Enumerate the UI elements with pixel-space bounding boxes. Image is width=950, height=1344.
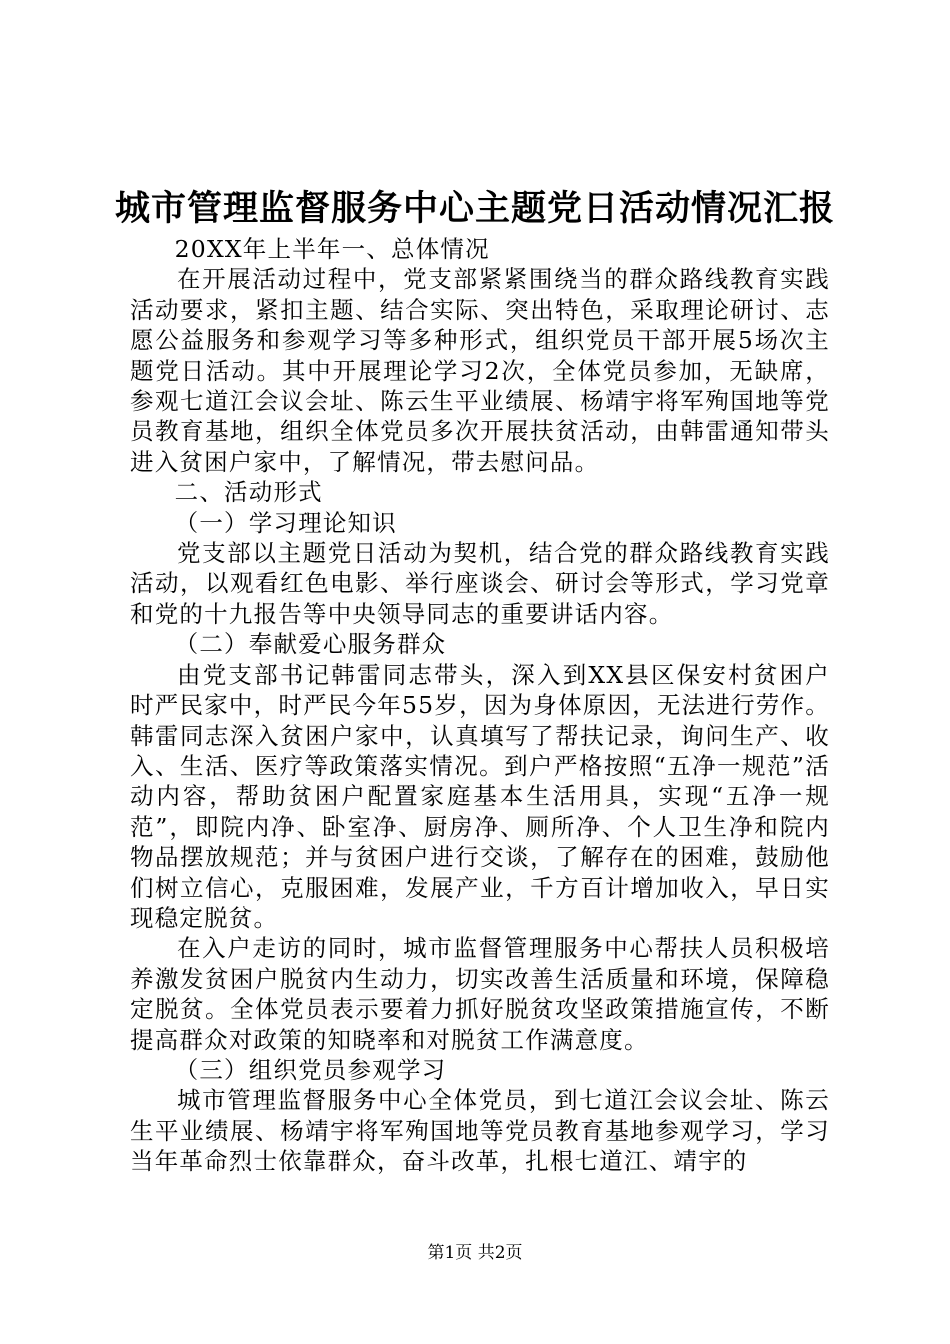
subheading-study-theory: （一）学习理论知识 [174, 508, 397, 537]
paragraph-household-visits: 在入户走访的同时，城市监督管理服务中心帮扶人员积极培养激发贫困户脱贫内生动力，切实改善生活质量和环境，保障稳定脱贫。全体党员表示要着力抓好脱贫攻坚政策措施宣传，不断提高群众对政策的知晓率和对脱贫工作满意度。 [130, 934, 830, 1054]
subheading-serve-masses: （二）奉献爱心服务群众 [174, 630, 447, 659]
paragraph-organize-visits: 城市管理监督服务中心全体党员，到七道江会议会址、陈云生平业绩展、杨靖宇将军殉国地等党员教育基地参观学习，学习当年革命烈士依靠群众，奋斗改革，扎根七道江、靖宇的 [130, 1086, 830, 1176]
paragraph-overview: 在开展活动过程中，党支部紧紧围绕当的群众路线教育实践活动要求，紧扣主题、结合实际、突出特色，采取理论研讨、志愿公益服务和参观学习等多种形式，组织党员干部开展5场次主题党日活动。其中开展理论学习2次，全体党员参加，无缺席，参观七道江会议会址、陈云生平业绩展、杨靖宇将军殉国地等党员教育基地，组织全体党员多次开展扶贫活动，由韩雷通知带头进入贫困户家中，了解情况，带去慰问品。 [130, 265, 830, 476]
subheading-organize-visits: （三）组织党员参观学习 [174, 1055, 447, 1084]
document-title: 城市管理监督服务中心主题党日活动情况汇报 [114, 188, 835, 229]
paragraph-study-theory: 党支部以主题党日活动为契机，结合党的群众路线教育实践活动，以观看红色电影、举行座谈会、研讨会等形式，学习党章和党的十九报告等中央领导同志的重要讲话内容。 [130, 539, 830, 628]
page-footer: 第1页 共2页 [427, 1243, 523, 1263]
paragraph-serve-masses: 由党支部书记韩雷同志带头，深入到XX县区保安村贫困户时严民家中，时严民今年55岁，因为身体原因，无法进行劳作。韩雷同志深入贫困户家中，认真填写了帮扶记录，询问生产、收入、生活、医疗等政策落实情况。到户严格按照“五净一规范”活动内容，帮助贫困户配置家庭基本生活用具，实现“五净一规范”，即院内净、卧室净、厨房净、厕所净、个人卫生净和院内物品摆放规范；并与贫困户进行交谈，了解存在的困难，鼓励他们树立信心，克服困难，发展产业，千方百计增加收入，早日实现稳定脱贫。 [130, 660, 830, 932]
section-heading-activity-forms: 二、活动形式 [174, 478, 323, 507]
section-heading-overview: 20XX年上半年一、总体情况 [174, 235, 490, 263]
document-body [130, 234, 830, 1177]
